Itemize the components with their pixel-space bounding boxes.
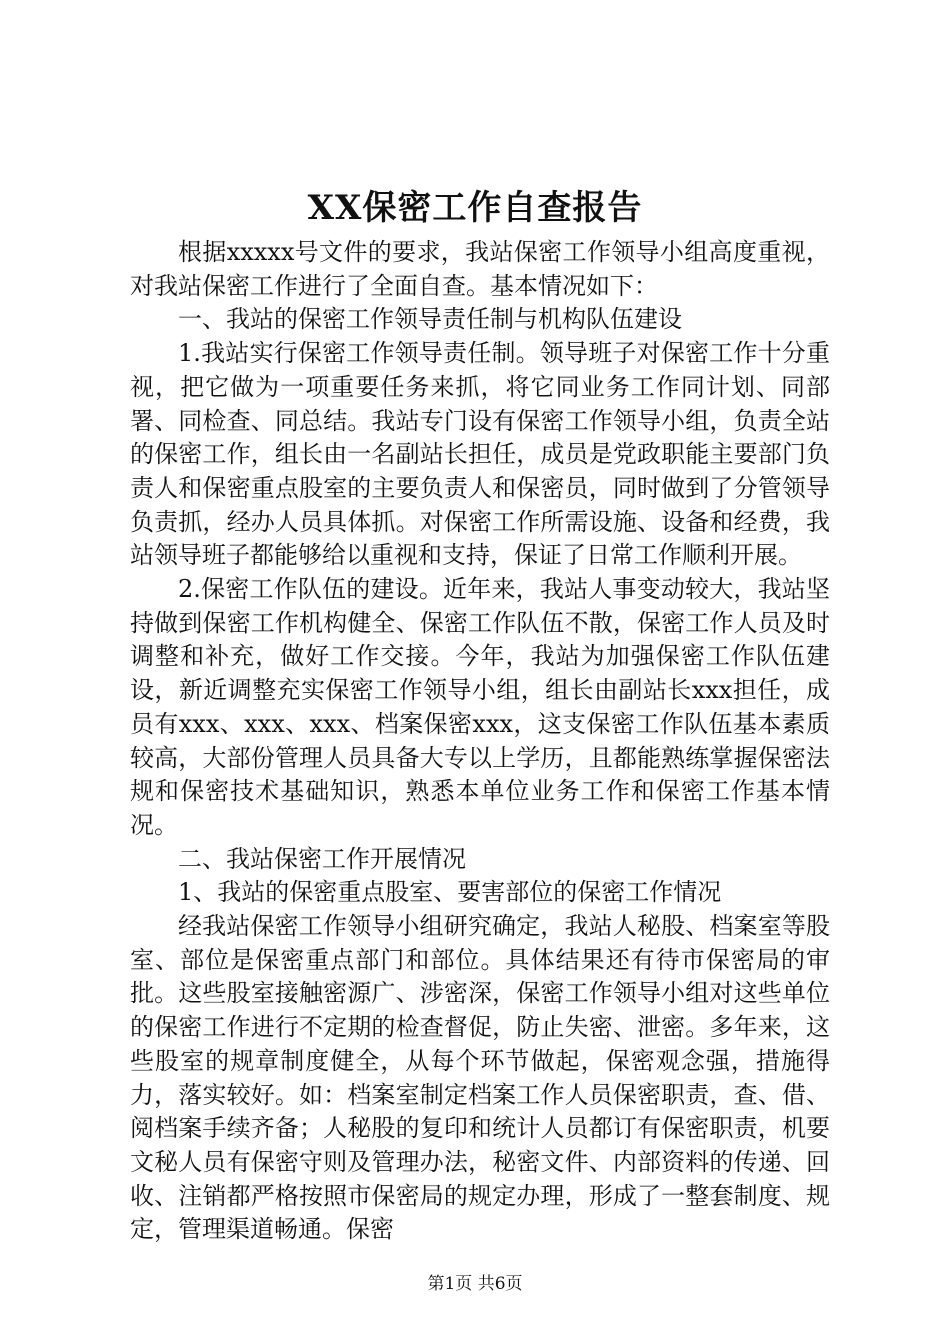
section-heading-1: 一、我站的保密工作领导责任制与机构队伍建设: [178, 305, 682, 334]
document-body: [130, 236, 830, 1247]
paragraph-leadership: 1.我站实行保密工作领导责任制。领导班子对保密工作十分重视，把它做为一项重要任务来抓，将它同业务工作同计划、同部署、同检查、同总结。我站专门设有保密工作领导小组，负责全站的保密工作，组长由一名副站长担任，成员是党政职能主要部门负责人和保密重点股室的主要负责人和保密员，同时做到了分管领导负责抓，经办人员具体抓。对保密工作所需设施、设备和经费，我站领导班子都能够给以重视和支持，保证了日常工作顺利开展。: [130, 339, 830, 570]
paragraph-key-departments: 经我站保密工作领导小组研究确定，我站人秘股、档案室等股室、部位是保密重点部门和部位。具体结果还有待市保密局的审批。这些股室接触密源广、涉密深，保密工作领导小组对这些单位的保密工作进行不定期的检查督促，防止失密、泄密。多年来，这些股室的规章制度健全，从每个环节做起，保密观念强，措施得力，落实较好。如：档案室制定档案工作人员保密职责，查、借、阅档案手续齐备；人秘股的复印和统计人员都订有保密职责，机要文秘人员有保密守则及管理办法，秘密文件、内部资料的传递、回收、注销都严格按照市保密局的规定办理，形成了一整套制度、规定，管理渠道畅通。保密: [130, 912, 830, 1244]
section-heading-2: 二、我站保密工作开展情况: [178, 844, 466, 873]
page-footer: 第1页 共6页: [427, 1274, 523, 1294]
paragraph-team: 2.保密工作队伍的建设。近年来，我站人事变动较大，我站坚持做到保密工作机构健全、保密工作队伍不散，保密工作人员及时调整和补充，做好工作交接。今年，我站为加强保密工作队伍建设，新近调整充实保密工作领导小组，组长由副站长xxx担任，成员有xxx、xxx、xxx、档案保密xxx，这支保密工作队伍基本素质较高，大部份管理人员具备大专以上学历，且都能熟练掌握保密法规和保密技术基础知识，熟悉本单位业务工作和保密工作基本情况。: [130, 575, 830, 839]
document-title: XX保密工作自查报告: [307, 188, 643, 228]
paragraph-intro: 根据xxxxx号文件的要求，我站保密工作领导小组高度重视，对我站保密工作进行了全面自查。基本情况如下：: [130, 238, 830, 300]
subsection-heading-1: 1、我站的保密重点股室、要害部位的保密工作情况: [178, 878, 722, 907]
